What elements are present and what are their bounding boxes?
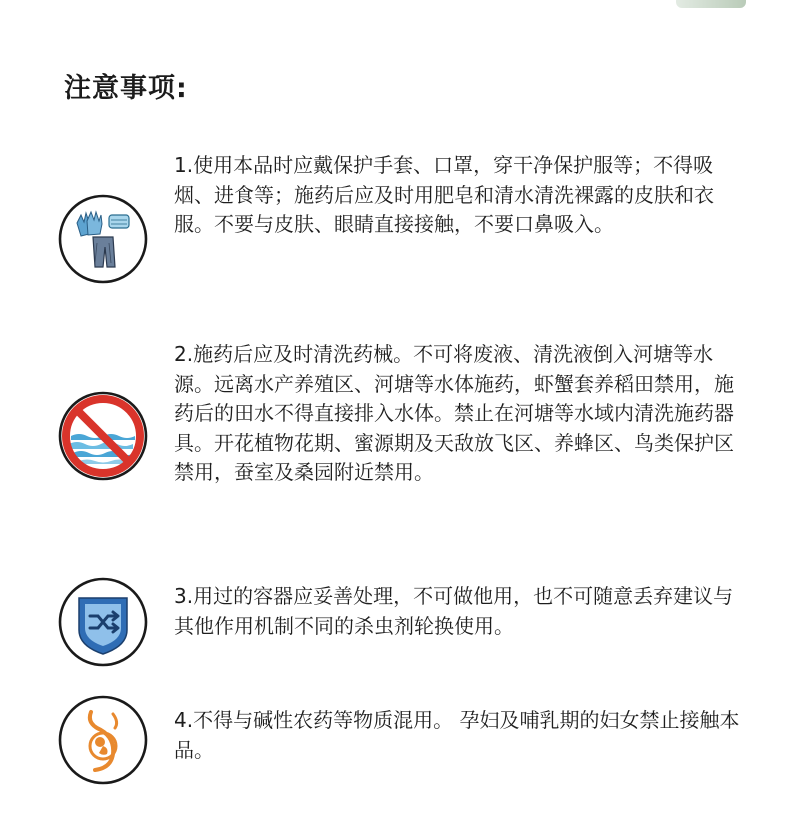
rotate-shield-icon <box>57 576 149 668</box>
item-text: 3.用过的容器应妥善处理，不可做他用，也不可随意丢弃建议与其他作用机制不同的杀虫剂轮换使用。 <box>174 584 734 638</box>
protective-gear-icon <box>57 193 149 285</box>
item-text: 4.不得与碱性农药等物质混用。 孕妇及哺乳期的妇女禁止接触本品。 <box>174 708 740 762</box>
page-title: 注意事项: <box>64 73 188 104</box>
item-text: 2.施药后应及时清洗药械。不可将废液、清洗液倒入河塘等水源。远离水产养殖区、河塘等水体施药，虾蟹套养稻田禁用，施药后的田水不得直接排入水体。禁止在河塘等水域内清洗施药器具。开花植物花期、蜜源期及天敌放飞区、养蜂区、鸟类保护区禁用，蚕室及桑园附近禁用。 <box>174 342 734 484</box>
header-decoration <box>676 0 746 8</box>
no-water-pollution-icon <box>57 390 149 482</box>
pregnancy-icon <box>57 694 149 786</box>
item-text: 1.使用本品时应戴保护手套、口罩，穿干净保护服等；不得吸烟、进食等；施药后应及时用肥皂和清水清洗裸露的皮肤和衣服。不要与皮肤、眼睛直接接触，不要口鼻吸入。 <box>174 153 714 236</box>
